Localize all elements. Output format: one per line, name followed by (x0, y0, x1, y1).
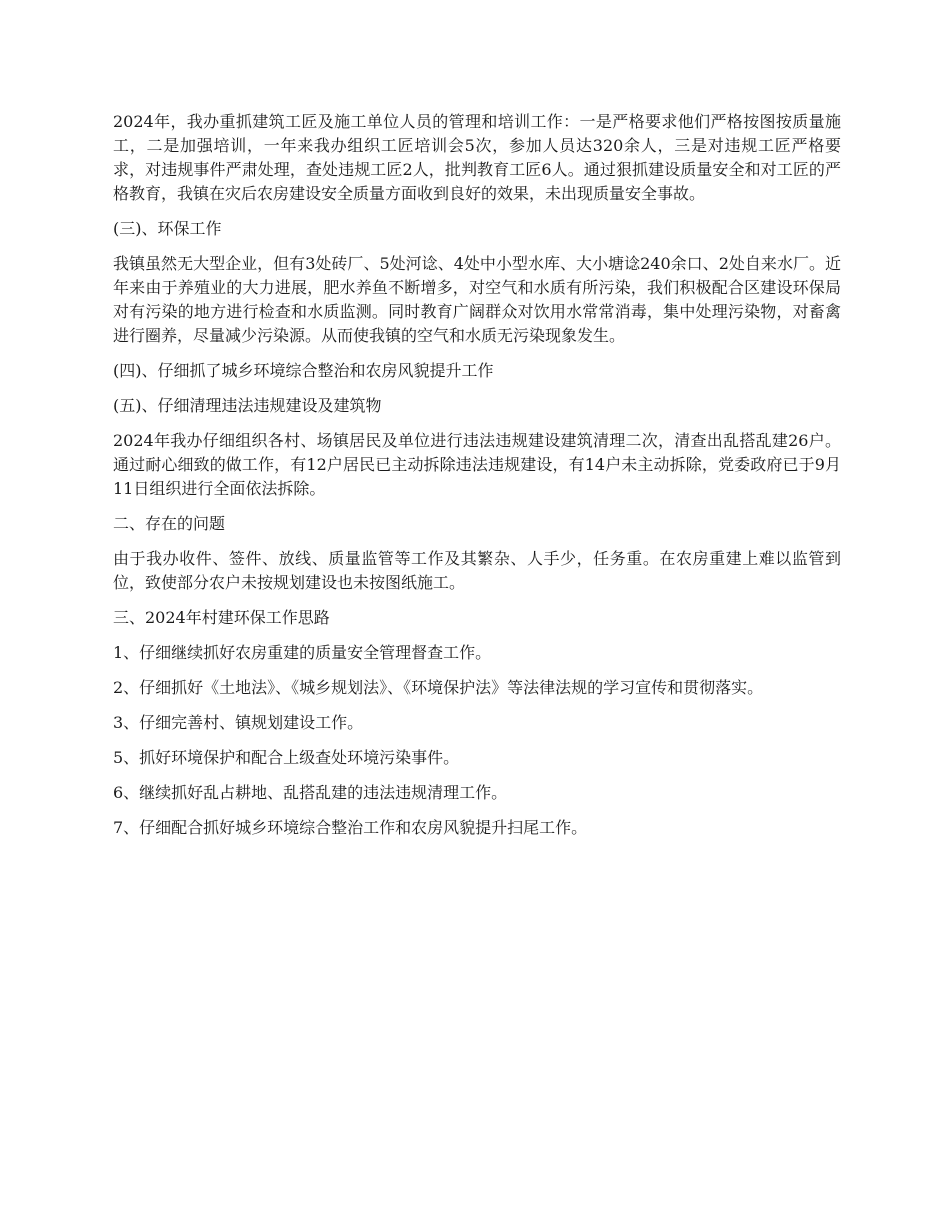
heading-environmental-work: (三)、环保工作 (113, 219, 222, 238)
list-item: 7、仔细配合抓好城乡环境综合整治工作和农房风貌提升扫尾工作。 (113, 818, 588, 837)
paragraph-existing-problems: 由于我办收件、签件、放线、质量监管等工作及其繁杂、人手少，任务重。在农房重建上难以监管到位，致使部分农户未按规划建设也未按图纸施工。 (113, 549, 841, 592)
list-item: 5、抓好环境保护和配合上级查处环境污染事件。 (113, 748, 460, 767)
heading-work-plan: 三、2024年村建环保工作思路 (113, 608, 330, 627)
heading-rural-environment: (四)、仔细抓了城乡环境综合整治和农房风貌提升工作 (113, 361, 494, 380)
heading-existing-problems: 二、存在的问题 (113, 514, 226, 533)
list-item: 6、继续抓好乱占耕地、乱搭乱建的违法违规清理工作。 (113, 783, 508, 802)
list-item: 3、仔细完善村、镇规划建设工作。 (113, 713, 364, 732)
document-body (113, 110, 841, 851)
paragraph-environmental-work: 我镇虽然无大型企业，但有3处砖厂、5处河谂、4处中小型水库、大小塘谂240余口、2处自来水厂。近年来由于养殖业的大力进展，肥水养鱼不断增多，对空气和水质有所污染，我们积极配合区建设环保局对有污染的地方进行检查和水质监测。同时教育广阔群众对饮用水常常消毒，集中处理污染物，对畜禽进行圈养，尽量减少污染源。从而使我镇的空气和水质无污染现象发生。 (113, 254, 841, 345)
list-item: 1、仔细继续抓好农房重建的质量安全管理督查工作。 (113, 643, 492, 662)
heading-illegal-construction: (五)、仔细清理违法违规建设及建筑物 (113, 396, 382, 415)
paragraph-illegal-construction: 2024年我办仔细组织各村、场镇居民及单位进行违法违规建设建筑清理二次，清查出乱搭乱建26户。通过耐心细致的做工作，有12户居民已主动拆除违法违规建设，有14户未主动拆除，党委政府已于9月11日组织进行全面依法拆除。 (113, 431, 841, 498)
list-item: 2、仔细抓好《土地法》、《城乡规划法》、《环境保护法》等法律法规的学习宣传和贯彻落实。 (113, 678, 764, 697)
paragraph-training-report: 2024年，我办重抓建筑工匠及施工单位人员的管理和培训工作：一是严格要求他们严格按图按质量施工，二是加强培训，一年来我办组织工匠培训会5次，参加人员达320余人，三是对违规工匠严格要求，对违规事件严肃处理，查处违规工匠2人，批判教育工匠6人。通过狠抓建设质量安全和对工匠的严格教育，我镇在灾后农房建设安全质量方面收到良好的效果，未出现质量安全事故。 (113, 112, 841, 203)
